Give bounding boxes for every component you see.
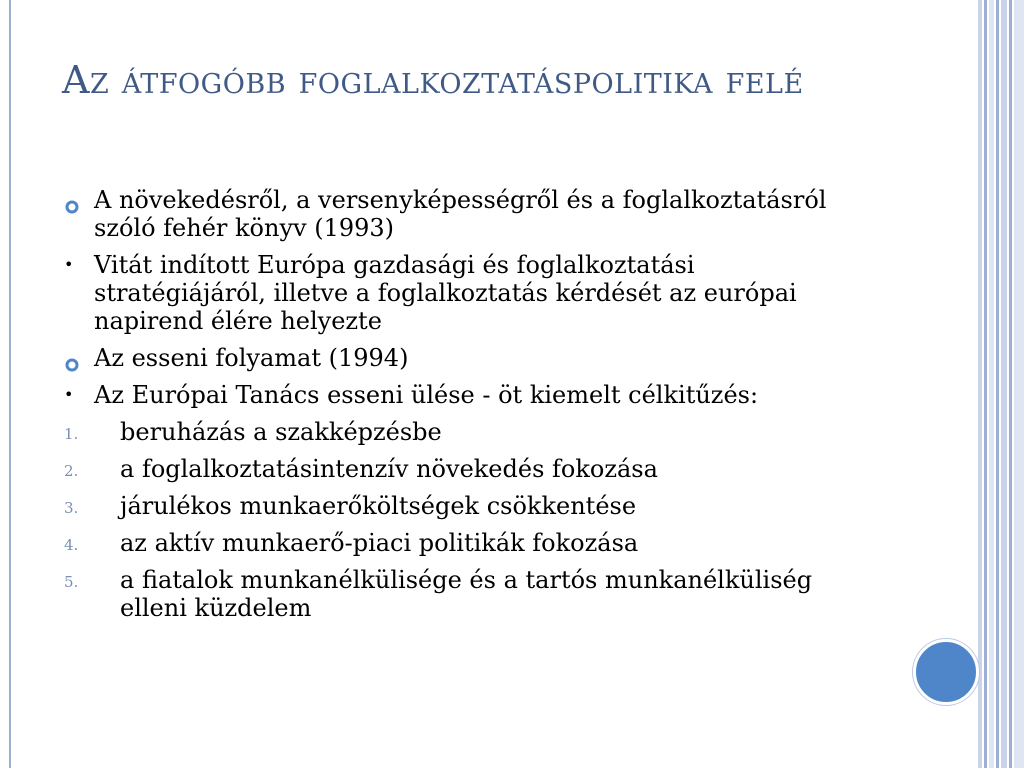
item-number: 3. <box>64 499 79 517</box>
numbered-text: beruházás a szakképzésbe <box>120 418 442 446</box>
bullet-text: Az esseni folyamat (1994) <box>94 344 409 372</box>
numbered-text: az aktív munkaerő-piaci politikák fokozása <box>120 529 639 557</box>
item-number: 1. <box>64 425 79 443</box>
circle-bullet-icon <box>64 351 94 379</box>
item-number: 2. <box>64 462 79 480</box>
bullet-item <box>60 251 860 335</box>
circle-bullet-icon <box>64 193 94 221</box>
bullet-text: Az Európai Tanács esseni ülése - öt kiemelt célkitűzés: <box>94 381 759 409</box>
left-frame-line <box>9 0 11 768</box>
numbered-item <box>60 455 860 483</box>
bullet-text: A növekedésről, a versenyképességről és a foglalkoztatásról szóló fehér könyv (1993) <box>94 186 827 242</box>
slide-title: Az átfogóbb foglalkoztatáspolitika felé <box>62 58 804 102</box>
bullet-text: Vitát indított Európa gazdasági és foglalkoztatási stratégiájáról, illetve a foglalkoztatás kérdését az európai napirend élére helyezte <box>94 251 797 335</box>
numbered-text: járulékos munkaerőköltségek csökkentése <box>120 492 637 520</box>
decorative-circle <box>913 639 979 705</box>
numbered-text: a foglalkoztatásintenzív növekedés fokozása <box>120 455 658 483</box>
bullet-item <box>60 344 860 372</box>
numbered-item <box>60 566 860 622</box>
slide-content <box>60 186 860 631</box>
item-number: 4. <box>64 536 79 554</box>
numbered-item <box>60 529 860 557</box>
bullet-item <box>60 186 860 242</box>
numbered-item <box>60 418 860 446</box>
numbered-item <box>60 492 860 520</box>
bullet-item <box>60 381 860 409</box>
dot-bullet: • <box>64 255 74 274</box>
numbered-text: a fiatalok munkanélkülisége és a tartós munkanélküliség elleni küzdelem <box>120 566 813 622</box>
item-number: 5. <box>64 573 79 591</box>
right-stripes <box>978 0 1024 768</box>
dot-bullet: • <box>64 385 74 404</box>
